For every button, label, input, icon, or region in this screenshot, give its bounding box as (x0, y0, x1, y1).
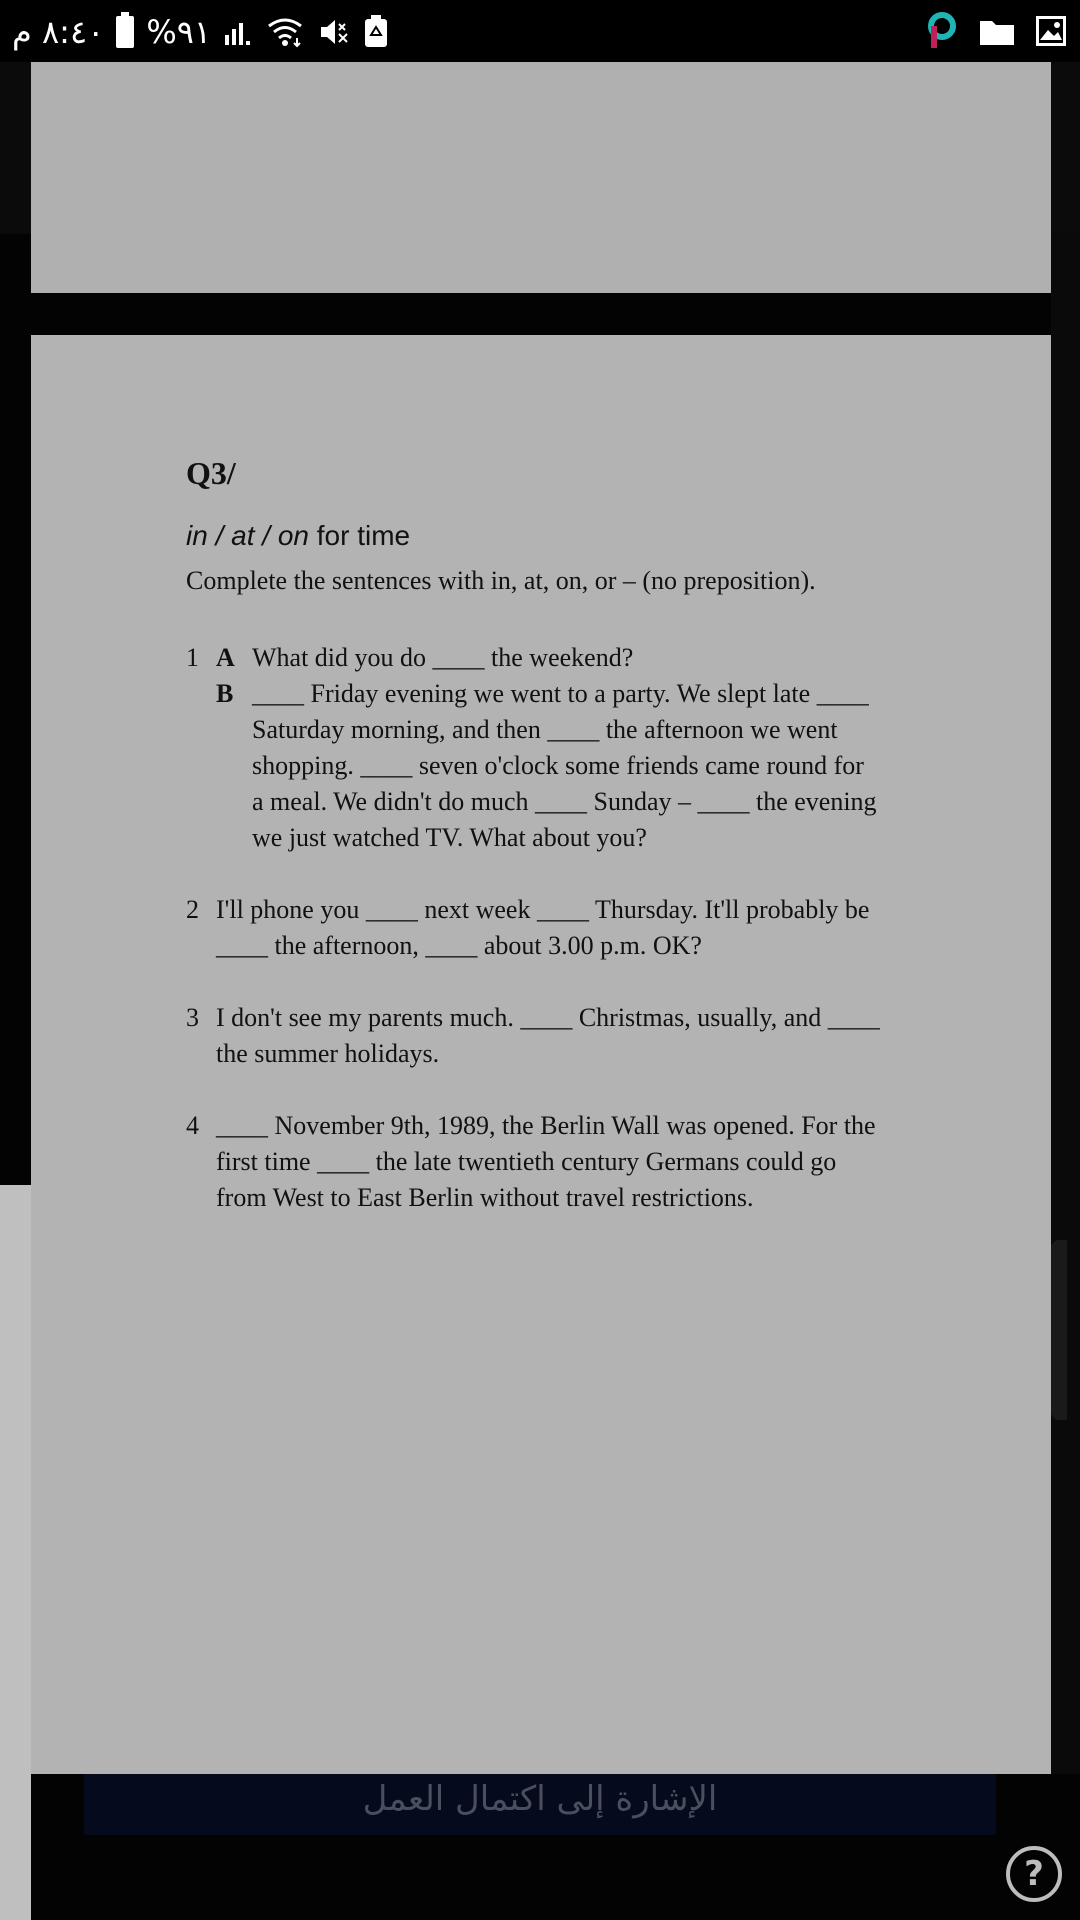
exercise-line: Saturday morning, and then ____ the afternoon we went (252, 715, 838, 744)
signal-icon (223, 17, 253, 47)
exercise-line: from West to East Berlin without travel restrictions. (216, 1183, 754, 1212)
mark-as-done-button[interactable] (84, 1773, 996, 1835)
previous-page-preview (31, 62, 1051, 293)
battery-percent: %٩١ (146, 13, 212, 51)
exercise-number: 1 (186, 643, 199, 672)
exercise-line: What did you do ____ the weekend? (252, 643, 634, 672)
exercise-line: I don't see my parents much. ____ Christmas, usually, and ____ (216, 1003, 880, 1032)
exercise-body (216, 640, 921, 856)
exercise-line: ____ the afternoon, ____ about 3.00 p.m. OK? (216, 931, 702, 960)
exercise-line: first time ____ the late twentieth century Germans could go (216, 1147, 837, 1176)
exercise-line: ____ Friday evening we went to a party. We slept late ____ (252, 679, 869, 708)
status-time: ٨:٤٠ م (12, 13, 105, 51)
speaker-b-label: B (216, 679, 234, 708)
mark-as-done-label: الإشارة إلى اكتمال العمل (362, 1779, 718, 1819)
document-content (186, 455, 921, 1252)
mute-icon (317, 16, 351, 48)
speaker-a-row (216, 640, 921, 676)
section-title-italic: in / at / on (186, 520, 309, 551)
speaker-b-row (216, 676, 921, 856)
exercise-number: 3 (186, 1003, 199, 1032)
battery-icon (116, 16, 134, 48)
app-p-icon (924, 12, 960, 50)
recycle-icon (363, 15, 389, 49)
status-right-group (924, 12, 1068, 50)
wifi-icon (265, 16, 305, 48)
question-title: Q3/ (186, 455, 236, 491)
exercise-line: ____ November 9th, 1989, the Berlin Wall was opened. For the (216, 1111, 876, 1140)
exercise-body (216, 1000, 921, 1072)
exercise-line: we just watched TV. What about you? (252, 823, 647, 852)
status-left-group (12, 10, 389, 54)
exercise-line: shopping. ____ seven o'clock some friends came round for (252, 751, 864, 780)
background-side-strip (1051, 234, 1080, 1774)
exercise-number: 2 (186, 895, 199, 924)
instruction-text: Complete the sentences with in, at, on, or – (no preposition). (186, 566, 816, 595)
folder-icon (978, 15, 1016, 47)
exercise-line: a meal. We didn't do much ____ Sunday – ____ the evening (252, 787, 877, 816)
exercise-line: the summer holidays. (216, 1039, 440, 1068)
speaker-a-label: A (216, 643, 235, 672)
exercise-body (216, 1108, 921, 1216)
background-left-strip (0, 1185, 31, 1920)
exercise-number: 4 (186, 1111, 199, 1140)
section-title (186, 520, 921, 552)
gallery-icon (1034, 14, 1068, 48)
exercise-item (186, 892, 921, 964)
exercise-line: I'll phone you ____ next week ____ Thursday. It'll probably be (216, 895, 870, 924)
help-icon[interactable]: ? (1006, 1846, 1062, 1902)
status-bar (0, 0, 1080, 62)
exercise-body (216, 892, 921, 964)
document-page (31, 335, 1051, 1774)
background-card-edge (1051, 1240, 1067, 1420)
exercise-item (186, 1108, 921, 1216)
exercise-item (186, 1000, 921, 1072)
exercise-item (186, 640, 921, 856)
section-title-rest: for time (308, 520, 411, 551)
